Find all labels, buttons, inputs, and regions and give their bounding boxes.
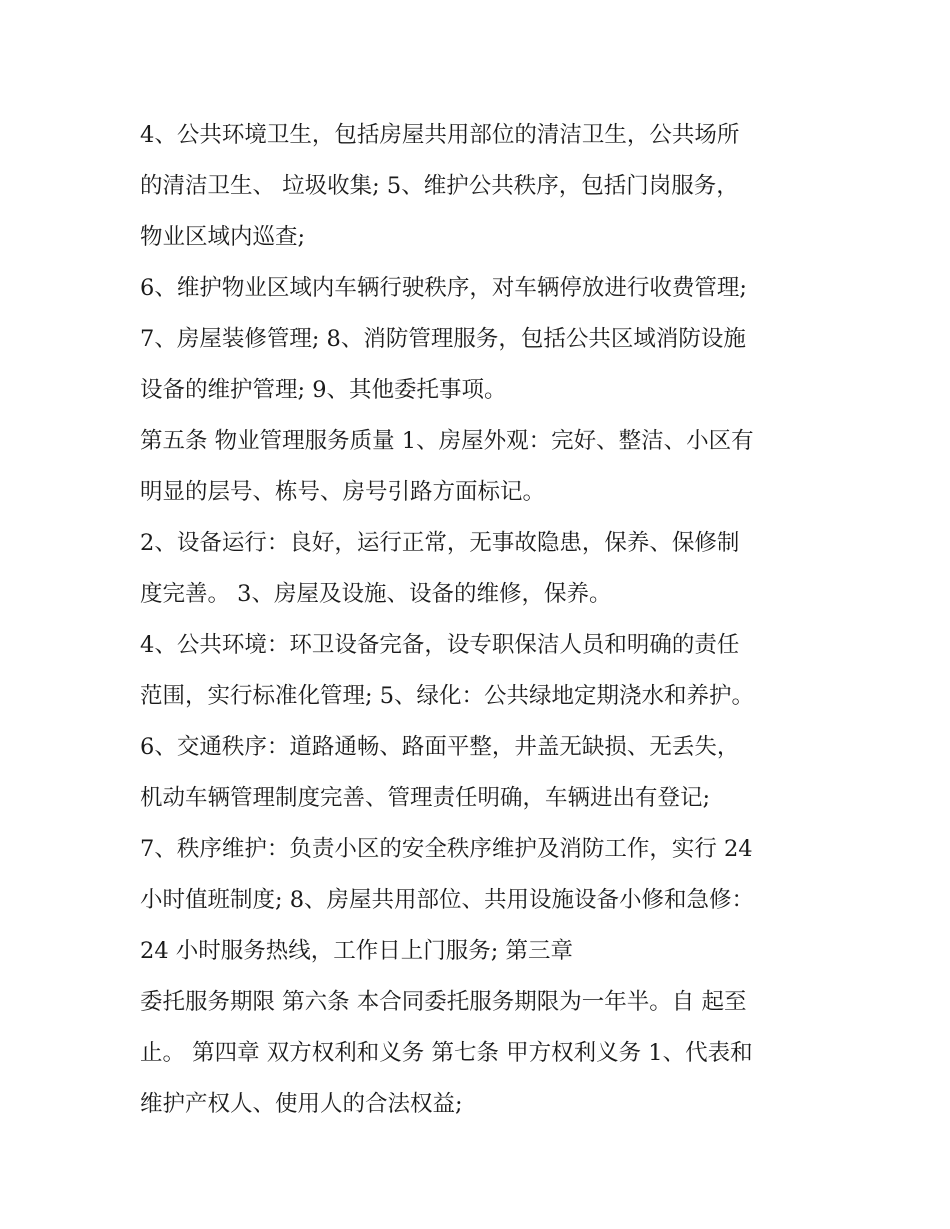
text-line: 4、公共环境卫生，包括房屋共用部位的清洁卫生，公共场所 [140, 122, 740, 148]
document-page [140, 110, 820, 1130]
text-line: 7、秩序维护：负责小区的安全秩序维护及消防工作，实行 24 [140, 836, 753, 862]
text-line: 4、公共环境：环卫设备完备，设专职保洁人员和明确的责任 [140, 632, 740, 658]
text-line: 明显的层号、栋号、房号引路方面标记。 [140, 479, 546, 505]
text-line: 范围，实行标准化管理; 5、绿化：公共绿地定期浇水和养护。 [140, 683, 755, 709]
text-line: 设备的维护管理; 9、其他委托事项。 [140, 377, 507, 403]
text-line: 7、房屋装修管理; 8、消防管理服务，包括公共区域消防设施 [140, 326, 746, 352]
paragraph-vehicle-order [140, 263, 820, 314]
paragraph-public-environment [140, 620, 820, 722]
text-line: 6、维护物业区域内车辆行驶秩序，对车辆停放进行收费管理; [140, 275, 747, 301]
paragraph-traffic-order [140, 722, 820, 824]
text-line: 止。 第四章 双方权利和义务 第七条 甲方权利义务 1、代表和 [140, 1040, 753, 1066]
paragraph-article-5-quality [140, 416, 820, 518]
text-line: 维护产权人、使用人的合法权益; [140, 1091, 463, 1117]
paragraph-equipment-operation [140, 518, 820, 620]
text-line: 6、交通秩序：道路通畅、路面平整，井盖无缺损、无丢失， [140, 734, 740, 760]
paragraph-order-maintenance [140, 824, 820, 977]
text-line: 2、设备运行：良好，运行正常，无事故隐患，保养、保修制 [140, 530, 740, 556]
text-line: 小时值班制度; 8、房屋共用部位、共用设施设备小修和急修： [140, 887, 755, 913]
text-line: 机动车辆管理制度完善、管理责任明确，车辆进出有登记; [140, 785, 711, 811]
text-line: 24 小时服务热线，工作日上门服务; 第三章 [140, 938, 574, 964]
text-line: 物业区域内巡查; [140, 224, 306, 250]
paragraph-common-hygiene [140, 110, 820, 263]
text-line: 度完善。 3、房屋及设施、设备的维修，保养。 [140, 581, 612, 607]
text-line: 的清洁卫生、 垃圾收集; 5、维护公共秩序，包括门岗服务， [140, 173, 739, 199]
text-line: 委托服务期限 第六条 本合同委托服务期限为一年半。自 起至 [140, 989, 747, 1015]
text-line: 第五条 物业管理服务质量 1、房屋外观：完好、整洁、小区有 [140, 428, 754, 454]
paragraph-service-term-rights [140, 977, 820, 1130]
paragraph-renovation-fire [140, 314, 820, 416]
